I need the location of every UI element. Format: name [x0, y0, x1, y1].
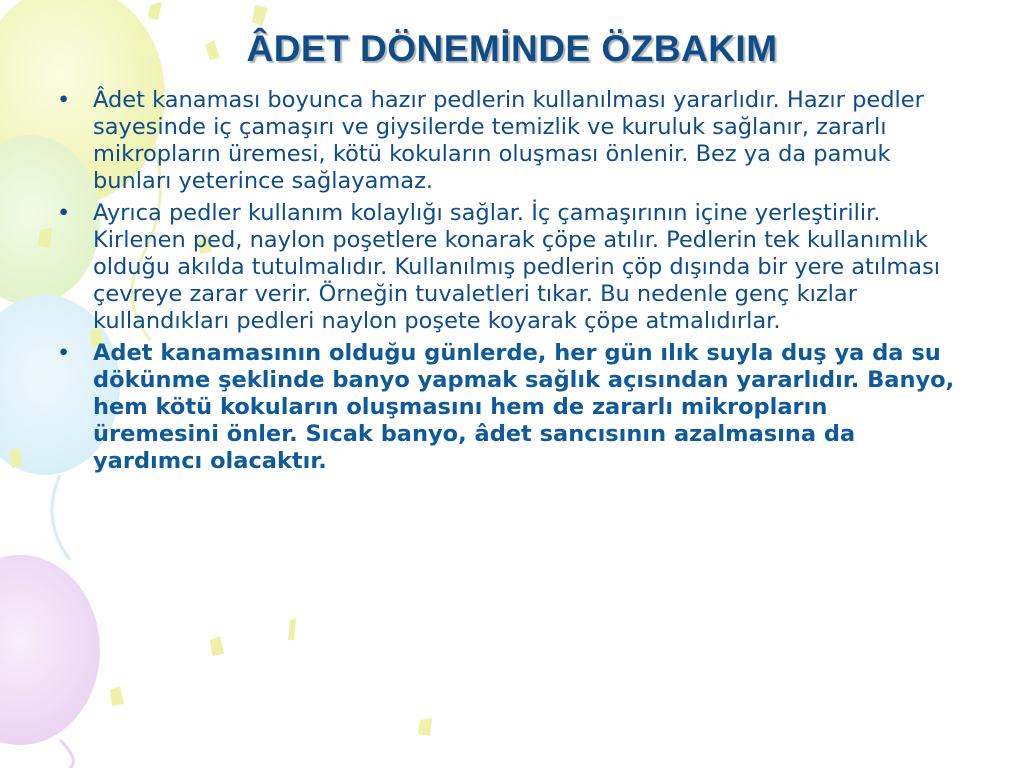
bullet-item: [55, 340, 955, 475]
bullet-text: Âdet kanaması boyunca hazır pedlerin kullanılması yararlıdır. Hazır pedler sayesinde iç çamaşırı ve giysilerde temizlik ve kuruluk sağlanır, zararlı mikropların üremesi, kötü kokuların oluşması önlenir. Bez ya da pamuk bunları yeterince sağlayamaz.: [93, 87, 924, 194]
bullet-text: Ayrıca pedler kullanım kolaylığı sağlar. İç çamaşırının içine yerleştirilir. Kirlenen ped, naylon poşetlere konarak çöpe atılır. Pedlerin tek kullanımlık olduğu akılda tutulmalıdır. Kullanılmış pedlerin çöp dışında bir yere atılması çevreye zarar verir. Örneğin tuvaletleri tıkar. Bu nedenle genç kızlar kullandıkları pedleri naylon poşete koyarak çöpe atmalıdırlar.: [93, 200, 941, 334]
bullet-list: [55, 87, 955, 480]
bullet-item: [55, 200, 955, 335]
bullet-dot: •: [57, 200, 71, 226]
slide-title: ÂDET DÖNEMİNDE ÖZBAKIM: [246, 28, 778, 69]
bullet-dot: •: [57, 87, 71, 113]
bullet-item: [55, 87, 955, 195]
purple-balloon-bottom: [0, 555, 100, 768]
bullet-text: Adet kanamasının olduğu günlerde, her gün ılık suyla duş ya da su dökünme şeklinde banyo yapmak sağlık açısından yararlıdır. Banyo, hem kötü kokuların oluşmasını hem de zararlı mikropların üremesini önler. Sıcak banyo, âdet sancısının azalmasına da yardımcı olacaktır.: [93, 340, 955, 474]
bullet-dot: •: [57, 340, 71, 366]
